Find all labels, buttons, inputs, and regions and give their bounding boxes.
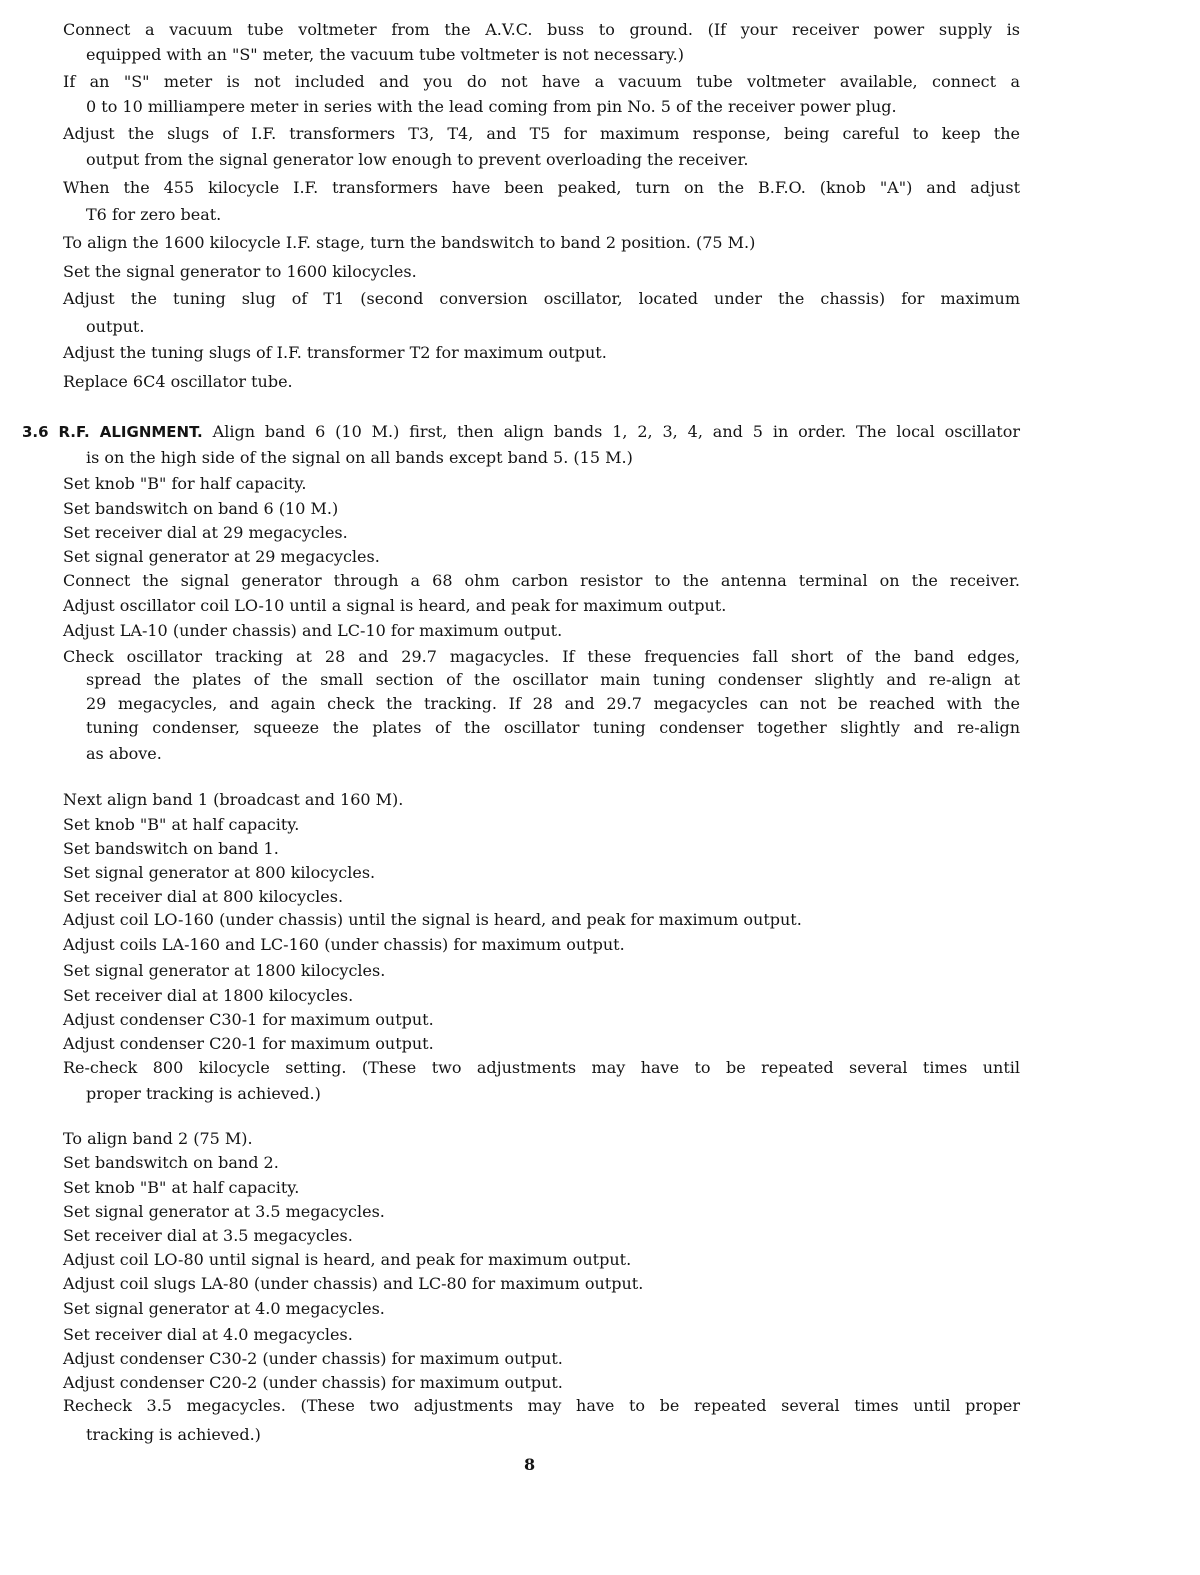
text-line: Check oscillator tracking at 28 and 29.7 magacycles. If these frequencies fall short of the band edges, — [63, 647, 1020, 666]
step-line: Set receiver dial at 29 megacycles. — [63, 523, 348, 542]
step-line: Adjust coil LO-80 until signal is heard, and peak for maximum output. — [63, 1250, 632, 1269]
text-line: tuning condenser, squeeze the plates of the oscillator tuning condenser together slightly and re-align — [86, 718, 1020, 737]
step-line: Connect the signal generator through a 68 ohm carbon resistor to the antenna terminal on the receiver. — [63, 571, 1020, 590]
text-line: Connect a vacuum tube voltmeter from the A.V.C. buss to ground. (If your receiver power supply is — [63, 20, 1020, 39]
step-line: Adjust LA-10 (under chassis) and LC-10 for maximum output. — [63, 621, 563, 640]
step-line: Set signal generator at 1800 kilocycles. — [63, 961, 386, 980]
step-line: Set receiver dial at 3.5 megacycles. — [63, 1226, 353, 1245]
step-line: Set knob "B" for half capacity. — [63, 474, 307, 493]
text-line: To align the 1600 kilocycle I.F. stage, turn the bandswitch to band 2 position. (75 M.) — [63, 233, 756, 252]
step-line: Set receiver dial at 4.0 megacycles. — [63, 1325, 353, 1344]
step-line: Adjust coils LA-160 and LC-160 (under chassis) for maximum output. — [63, 935, 625, 954]
text-line: Adjust the tuning slugs of I.F. transformer T2 for maximum output. — [63, 343, 607, 362]
step-line: Set signal generator at 29 megacycles. — [63, 547, 380, 566]
step-line: Adjust coil LO-160 (under chassis) until the signal is heard, and peak for maximum output. — [63, 910, 802, 929]
section-title: R.F. ALIGNMENT. — [58, 423, 203, 441]
text-line: 0 to 10 milliampere meter in series with the lead coming from pin No. 5 of the receiver power plug. — [86, 97, 897, 116]
text-line: Set the signal generator to 1600 kilocycles. — [63, 262, 417, 281]
step-line: Adjust condenser C20-1 for maximum output. — [63, 1034, 434, 1053]
text-line: output. — [86, 317, 145, 336]
step-line: Set signal generator at 4.0 megacycles. — [63, 1299, 385, 1318]
text-line: equipped with an "S" meter, the vacuum tube voltmeter is not necessary.) — [86, 45, 684, 64]
text-line: T6 for zero beat. — [86, 205, 222, 224]
step-line: Set knob "B" at half capacity. — [63, 815, 300, 834]
step-line: Re-check 800 kilocycle setting. (These two adjustments may have to be repeated several times until — [63, 1058, 1020, 1077]
step-line: Set bandswitch on band 1. — [63, 839, 279, 858]
text-line: When the 455 kilocycle I.F. transformers have been peaked, turn on the B.F.O. (knob "A") and adjust — [63, 178, 1020, 197]
text-line: Align band 6 (10 M.) first, then align bands 1, 2, 3, 4, and 5 in order. The local oscillator — [212, 422, 1021, 441]
step-line: proper tracking is achieved.) — [86, 1084, 321, 1103]
text-line: Replace 6C4 oscillator tube. — [63, 372, 293, 391]
text-line: If an "S" meter is not included and you do not have a vacuum tube voltmeter available, connect a — [63, 72, 1020, 91]
step-line: Set receiver dial at 1800 kilocycles. — [63, 986, 354, 1005]
step-line: Recheck 3.5 megacycles. (These two adjustments may have to be repeated several times until proper — [63, 1396, 1020, 1415]
step-line: Adjust condenser C30-1 for maximum output. — [63, 1010, 434, 1029]
text-line: Adjust the tuning slug of T1 (second conversion oscillator, located under the chassis) for maximum — [63, 289, 1020, 308]
text-line: spread the plates of the small section of the oscillator main tuning condenser slightly and re-align at — [86, 670, 1020, 689]
step-line: Set signal generator at 800 kilocycles. — [63, 863, 376, 882]
step-line: Next align band 1 (broadcast and 160 M). — [63, 790, 404, 809]
text-line: 29 megacycles, and again check the tracking. If 28 and 29.7 megacycles can not be reached with the — [86, 694, 1020, 713]
text-line: output from the signal generator low enough to prevent overloading the receiver. — [86, 150, 749, 169]
step-line: To align band 2 (75 M). — [63, 1129, 253, 1148]
text-line: is on the high side of the signal on all bands except band 5. (15 M.) — [86, 448, 633, 467]
text-line: as above. — [86, 744, 162, 763]
step-line: Set bandswitch on band 2. — [63, 1153, 279, 1172]
step-line: Set knob "B" at half capacity. — [63, 1178, 300, 1197]
step-line: Set receiver dial at 800 kilocycles. — [63, 887, 344, 906]
step-line: tracking is achieved.) — [86, 1425, 261, 1444]
step-line: Adjust coil slugs LA-80 (under chassis) and LC-80 for maximum output. — [63, 1274, 644, 1293]
step-line: Adjust oscillator coil LO-10 until a signal is heard, and peak for maximum output. — [63, 596, 727, 615]
text-line: Adjust the slugs of I.F. transformers T3, T4, and T5 for maximum response, being careful to keep the — [63, 124, 1020, 143]
section-heading-line — [22, 422, 1020, 442]
page-number: 8 — [524, 1455, 536, 1474]
step-line: Set signal generator at 3.5 megacycles. — [63, 1202, 385, 1221]
step-line: Set bandswitch on band 6 (10 M.) — [63, 499, 339, 518]
section-number: 3.6 — [22, 423, 49, 441]
step-line: Adjust condenser C20-2 (under chassis) for maximum output. — [63, 1373, 563, 1392]
step-line: Adjust condenser C30-2 (under chassis) for maximum output. — [63, 1349, 563, 1368]
